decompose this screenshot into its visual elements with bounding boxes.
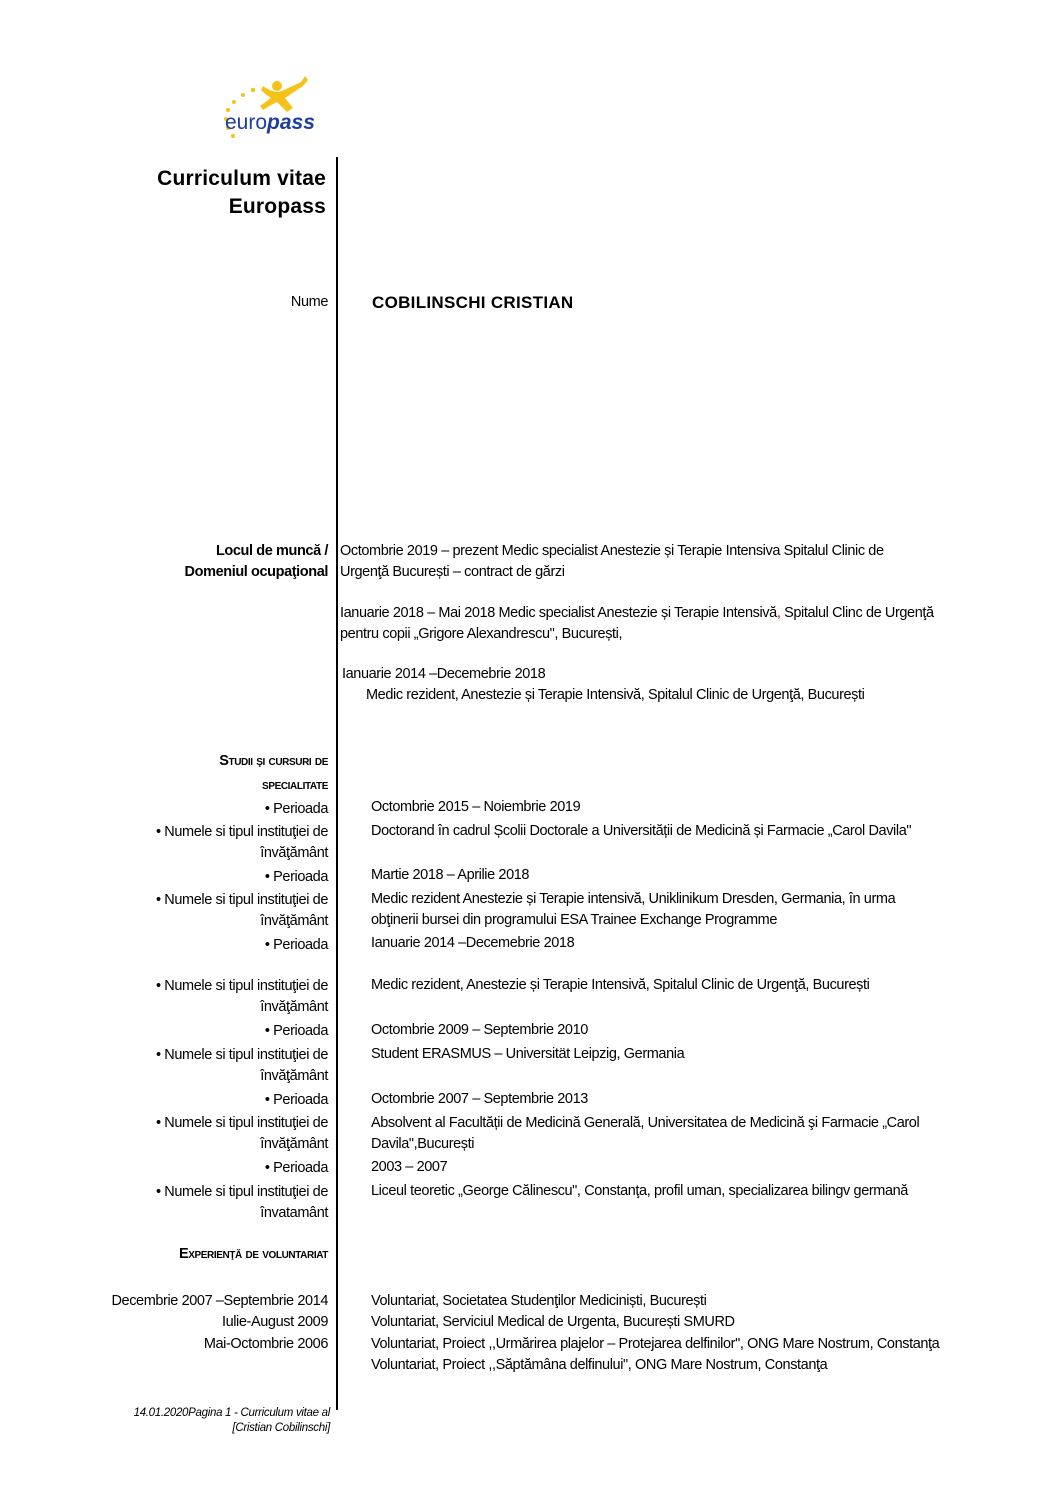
- work-label-line2: Domeniul ocupaţional: [184, 564, 328, 580]
- volunteer-text-4: Voluntariat, Proiect ,,Săptămâna delfinului", ONG Mare Nostrum, Constanţa: [371, 1357, 828, 1373]
- studies-inst-label: • Numele si tipul instituţiei de: [156, 978, 328, 994]
- studies-inst-label-2: învăţământ: [260, 913, 328, 929]
- studies-inst-3: Medic rezident, Anestezie și Terapie Intensivă, Spitalul Clinic de Urgenţă, București: [371, 977, 870, 993]
- work-entry-1-line2: Urgenţă București – contract de gărzi: [340, 564, 565, 580]
- studies-inst-4: Student ERASMUS – Universität Leipzig, Germania: [371, 1046, 685, 1062]
- volunteer-text-1: Voluntariat, Societatea Studenţilor Mediciniști, București: [371, 1293, 707, 1309]
- work-entry-1-line1: Octombrie 2019 – prezent Medic specialist Anestezie și Terapie Intensiva Spitalul Clinic de: [340, 543, 884, 559]
- work-entry-2-comma: ,: [776, 605, 781, 621]
- studies-period-label: • Perioada: [264, 801, 328, 817]
- studies-inst-label: • Numele si tipul instituţiei de: [156, 1184, 328, 1200]
- cv-title-line2: Europass: [228, 195, 326, 218]
- studies-period-5: Octombrie 2007 – Septembrie 2013: [371, 1091, 588, 1107]
- studies-inst-2-line1: Medic rezident Anestezie și Terapie intensivă, Uniklinikum Dresden, Germania, în urma: [371, 891, 896, 907]
- work-entry-2-line2: pentru copii „Grigore Alexandrescu", București,: [340, 626, 623, 642]
- studies-period-2: Martie 2018 – Aprilie 2018: [371, 867, 530, 883]
- studies-heading-line2: specialitate: [262, 777, 328, 793]
- studies-inst-label-2: învăţământ: [260, 1136, 328, 1152]
- studies-inst-label-2-alt: învatamânt: [260, 1205, 328, 1221]
- studies-period-label: • Perioada: [264, 1023, 328, 1039]
- studies-inst-2-line2: obţinerii bursei din programului ESA Trainee Exchange Programme: [371, 912, 777, 928]
- studies-period-label: • Perioada: [264, 1160, 328, 1176]
- studies-inst-label: • Numele si tipul instituţiei de: [156, 1115, 328, 1131]
- volunteer-date-2: Iulie-August 2009: [221, 1314, 328, 1330]
- work-entry-2-text-a: Ianuarie 2018 – Mai 2018 Medic specialist Anestezie și Terapie Intensivă: [340, 605, 777, 621]
- volunteer-date-1: Decembrie 2007 –Septembrie 2014: [111, 1293, 328, 1309]
- studies-inst-5-line2: Davila",București: [371, 1136, 475, 1152]
- person-name: COBILINSCHI CRISTIAN: [372, 293, 574, 312]
- volunteer-heading: Experienţă de voluntariat: [178, 1246, 328, 1262]
- work-entry-2-line1: [340, 604, 934, 623]
- studies-period-3: Ianuarie 2014 –Decemebrie 2018: [371, 935, 575, 951]
- name-label: Nume: [290, 294, 328, 310]
- studies-period-label: • Perioada: [264, 937, 328, 953]
- studies-inst-label: • Numele si tipul instituţiei de: [156, 892, 328, 908]
- studies-inst-1: Doctorand în cadrul Școlii Doctorale a Universității de Medicină și Farmacie „Carol Davila": [371, 823, 912, 839]
- studies-inst-label-2: învăţământ: [260, 999, 328, 1015]
- work-entry-3-line1: Ianuarie 2014 –Decemebrie 2018: [342, 666, 546, 682]
- studies-inst-6: Liceul teoretic „George Călinescu", Constanţa, profil uman, specializarea bilingv germană: [371, 1183, 908, 1199]
- europass-logo-graphic: [205, 62, 335, 144]
- europass-logo: [205, 62, 335, 144]
- work-entry-2-text-b: Spitalul Clinc de Urgenţă: [780, 605, 934, 621]
- logo-text: europass: [225, 111, 315, 134]
- studies-inst-label-2: învăţământ: [260, 1068, 328, 1084]
- studies-inst-5-line1: Absolvent al Facultății de Medicină Generală, Universitatea de Medicină şi Farmacie „Carol: [371, 1115, 920, 1131]
- studies-inst-label: • Numele si tipul instituţiei de: [156, 824, 328, 840]
- studies-period-label: • Perioada: [264, 1092, 328, 1108]
- studies-inst-label: • Numele si tipul instituţiei de: [156, 1047, 328, 1063]
- studies-inst-label-2: învăţământ: [260, 845, 328, 861]
- footer-line1: 14.01.2020Pagina 1 - Curriculum vitae al: [133, 1407, 330, 1419]
- studies-period-1: Octombrie 2015 – Noiembrie 2019: [371, 799, 581, 815]
- studies-period-4: Octombrie 2009 – Septembrie 2010: [371, 1022, 588, 1038]
- footer-line2: [Cristian Cobilinschi]: [232, 1422, 330, 1434]
- work-label-line1: Locul de muncă /: [215, 543, 328, 559]
- column-divider: [336, 157, 338, 1410]
- studies-heading-line1: Studii şi cursuri de: [219, 753, 328, 769]
- studies-period-label: • Perioada: [264, 869, 328, 885]
- cv-title-line1: Curriculum vitae: [157, 167, 326, 190]
- volunteer-text-3: Voluntariat, Proiect ,,Urmărirea plajelor – Protejarea delfinilor", ONG Mare Nostrum, Constanţa: [371, 1336, 940, 1352]
- volunteer-date-3: Mai-Octombrie 2006: [203, 1336, 328, 1352]
- studies-period-6: 2003 – 2007: [371, 1159, 448, 1175]
- work-entry-3-line2: Medic rezident, Anestezie și Terapie Intensivă, Spitalul Clinic de Urgenţă, București: [366, 687, 865, 703]
- volunteer-text-2: Voluntariat, Serviciul Medical de Urgenta, București SMURD: [371, 1314, 735, 1330]
